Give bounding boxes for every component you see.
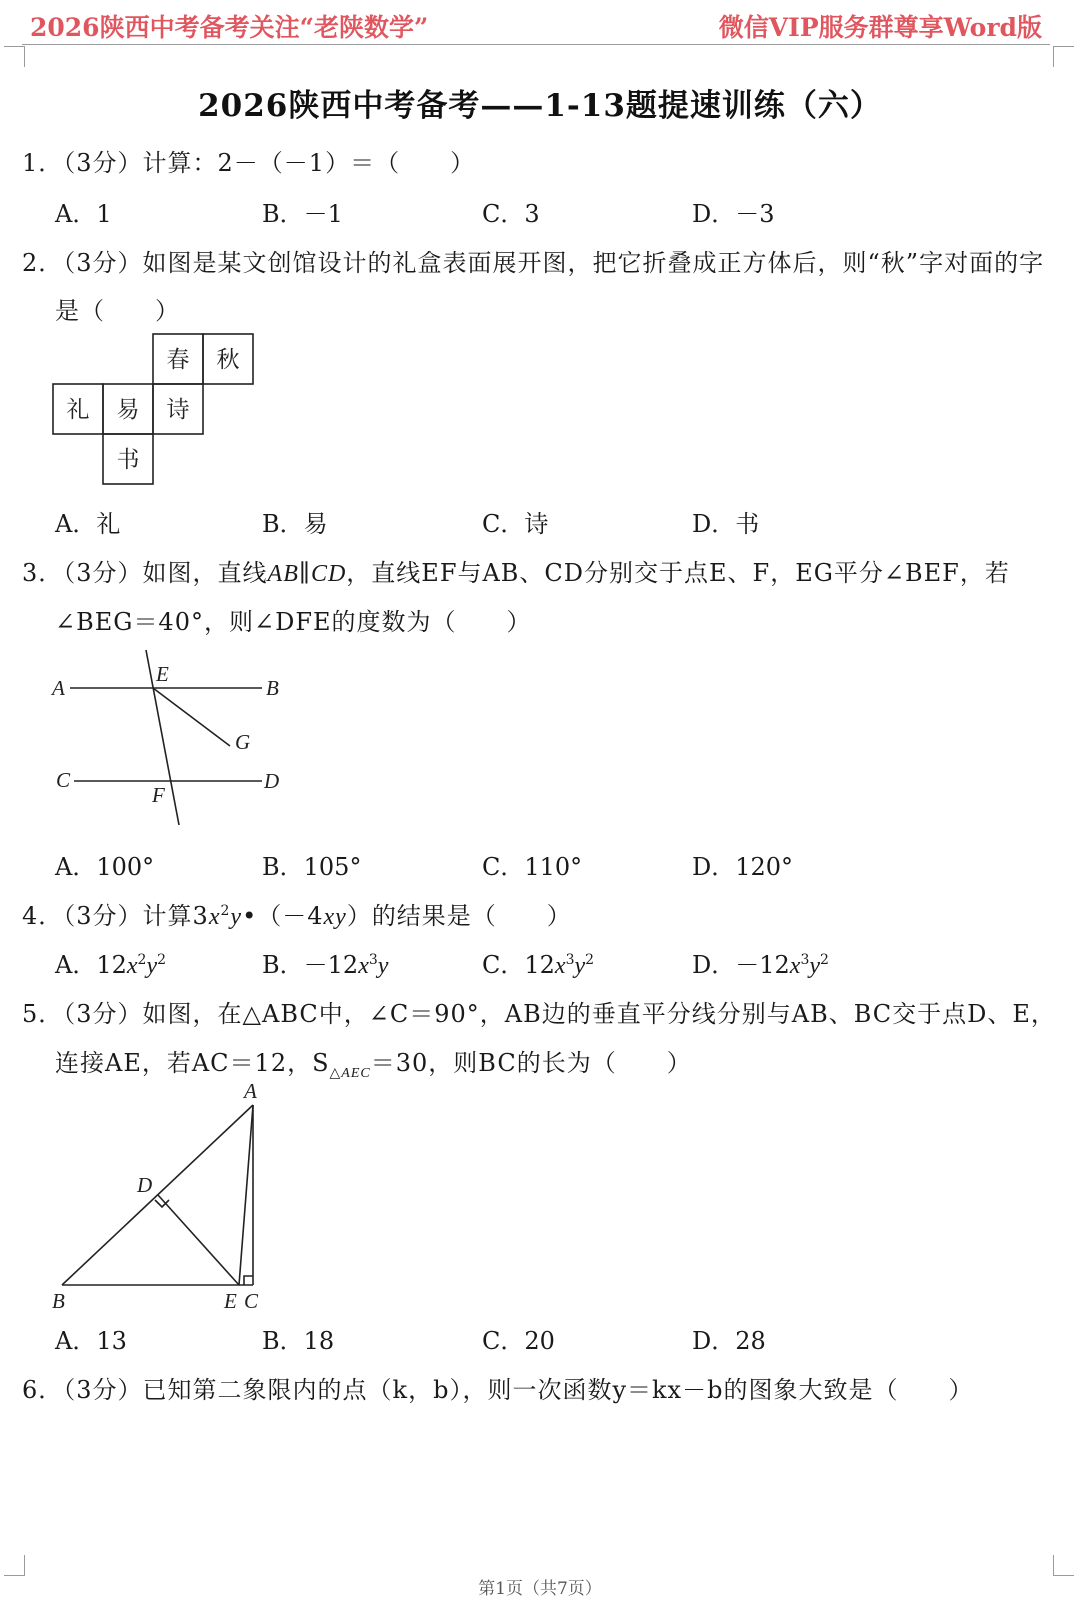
q3-option-b: B．105°	[262, 853, 362, 881]
page-title: 2026陕西中考备考——1-13题提速训练（六）	[198, 88, 882, 124]
question-3-line-2: ∠BEG＝40°，则∠DFE的度数为（ ）	[55, 608, 532, 636]
q2-option-c: C．诗	[482, 510, 549, 538]
question-5-line-1: 5．（3分）如图，在△ABC中，∠C＝90°，AB边的垂直平分线分别与AB、BC交于点D、E，	[22, 1000, 1056, 1028]
corner-mark-bottom-right	[1053, 1555, 1074, 1576]
q1-option-c: C．3	[482, 200, 540, 228]
label-a: A	[52, 676, 65, 700]
label-d2: D	[137, 1173, 153, 1197]
header-right-text: 微信VIP服务群尊享Word版	[718, 13, 1042, 42]
q3-option-d: D．120°	[692, 853, 794, 881]
label-c: C	[56, 768, 71, 792]
q4-expr-mid: •（－4	[242, 902, 324, 930]
corner-mark-top-left	[4, 46, 25, 67]
q2-option-a: A．礼	[55, 510, 121, 538]
label-e2: E	[224, 1289, 237, 1313]
label-f: F	[152, 783, 165, 807]
question-6-text: 6．（3分）已知第二象限内的点（k，b），则一次函数y＝kx－b的图象大致是（ ）	[22, 1376, 974, 1404]
question-3-line-1	[22, 553, 1010, 588]
header-rule	[22, 44, 1050, 45]
net-cell-li: 礼	[66, 397, 90, 423]
corner-mark-top-right	[1053, 46, 1074, 67]
parallel-lines-figure	[50, 645, 290, 830]
label-g: G	[235, 730, 251, 754]
q1-option-b: B．－1	[262, 200, 343, 228]
q3-line1-rest: ，直线EF与AB、CD分别交于点E、F，EG平分∠BEF，若	[346, 559, 1010, 587]
q5-option-c: C．20	[482, 1327, 555, 1355]
label-b2: B	[52, 1289, 65, 1313]
q4-option-b: B．$-12x^3y$	[262, 951, 389, 979]
q3-option-c: C．110°	[482, 853, 583, 881]
corner-mark-bottom-left	[4, 1555, 25, 1576]
question-5-line-2: 连接AE，若AC＝12，$S_{\triangle AEC}=30$，则BC的长为（ ）	[55, 1049, 692, 1081]
page-footer: 第1页（共7页）	[478, 1579, 602, 1599]
q5-option-a: A．13	[55, 1327, 127, 1355]
net-cell-chun: 春	[166, 347, 190, 373]
q4-prefix: 4．（3分）计算	[22, 902, 193, 930]
q5-option-b: B．18	[262, 1327, 335, 1355]
q4-option-a: A．$12x^2y^2$	[55, 951, 167, 979]
header-left-text: 2026陕西中考备考关注“老陕数学”	[30, 13, 429, 42]
net-cell-qiu: 秋	[216, 347, 240, 373]
cube-net-figure	[50, 330, 260, 490]
q4-option-d: D．$-12x^3y^2$	[692, 951, 829, 979]
q4-expr-end: ）	[346, 902, 372, 930]
label-e: E	[156, 662, 169, 686]
label-a2: A	[244, 1079, 257, 1103]
question-2-line-1: 2．（3分）如图是某文创馆设计的礼盒表面展开图，把它折叠成正方体后，则“秋”字对面的字	[22, 249, 1045, 277]
net-cell-shi: 诗	[166, 397, 190, 423]
triangle-figure	[48, 1078, 278, 1318]
q4-option-c: C．$12x^3y^2$	[482, 951, 595, 979]
question-4-text: 4．（3分）计算$3x^2y•(-4xy)$的结果是（ ）	[22, 902, 572, 930]
q1-option-d: D．－3	[692, 200, 775, 228]
q3-line1-prefix: 3．（3分）如图，直线	[22, 559, 268, 587]
q3-option-a: A．100°	[55, 853, 155, 881]
label-d: D	[264, 769, 280, 793]
label-c2: C	[244, 1289, 259, 1313]
q4-suffix: 的结果是（ ）	[371, 902, 572, 930]
question-1-text: 1．（3分）计算：2－（－1）＝（ ）	[22, 149, 476, 177]
q2-option-d: D．书	[692, 510, 760, 538]
q3-parallel: AB∥CD	[267, 561, 347, 587]
net-cell-yi: 易	[116, 397, 140, 423]
question-2-line-2: 是（ ）	[55, 297, 180, 325]
q5-option-d: D．28	[692, 1327, 766, 1355]
label-b: B	[266, 676, 279, 700]
q1-option-a: A．1	[55, 200, 112, 228]
q2-option-b: B．易	[262, 510, 328, 538]
net-cell-shu: 书	[116, 447, 140, 473]
q4-expr-coef: 3	[192, 902, 209, 930]
